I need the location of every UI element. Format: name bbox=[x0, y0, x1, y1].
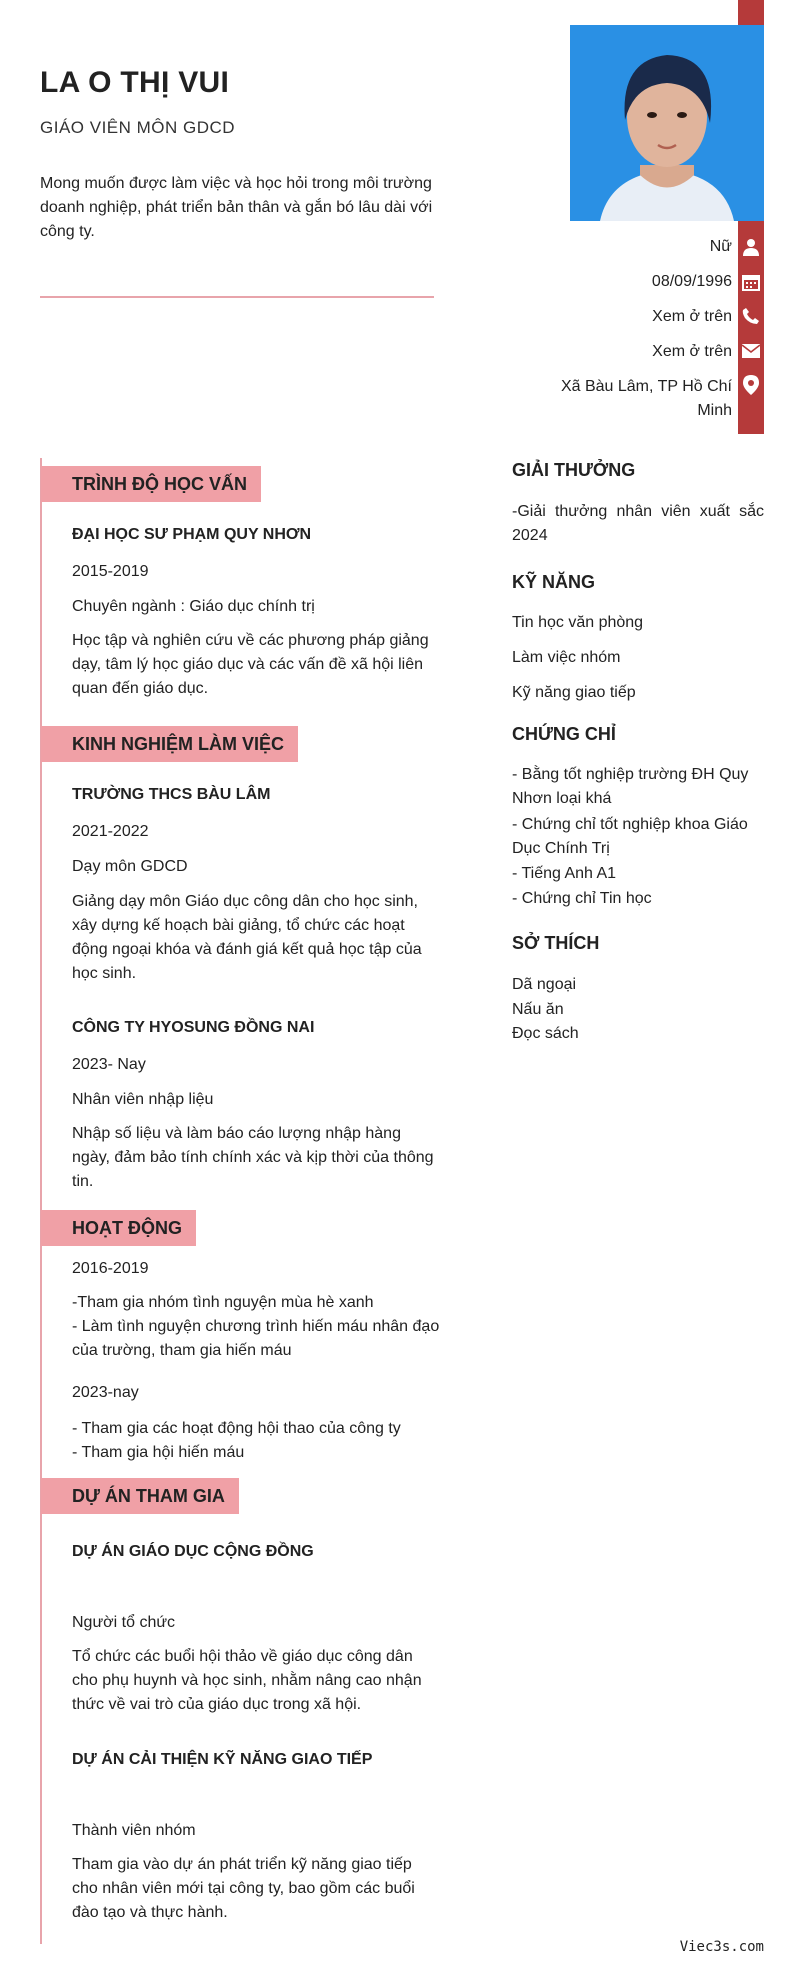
section-experience-heading: KINH NGHIỆM LÀM VIỆC bbox=[41, 726, 298, 762]
contact-phone: Xem ở trên bbox=[652, 308, 732, 325]
experience-period: 2023- Nay bbox=[72, 1056, 146, 1073]
profile-photo bbox=[570, 25, 764, 221]
hobby-item: Dã ngoại bbox=[512, 976, 577, 993]
activity-line: - Làm tình nguyện chương trình hiến máu nhân đạo của trường, tham gia hiến máu bbox=[72, 1318, 440, 1359]
education-description: Học tập và nghiên cứu về các phương pháp giảng dạy, tâm lý học giáo dục và các vấn đề xã hội liên quan đến giáo dục. bbox=[72, 632, 429, 697]
career-objective: Mong muốn được làm việc và học hỏi trong môi trường doanh nghiệp, phát triển bản thân và gắn bó lâu dài với công ty. bbox=[40, 175, 433, 240]
contact-email: Xem ở trên bbox=[652, 343, 732, 360]
candidate-name: LA O THỊ VUI bbox=[40, 66, 230, 99]
header-divider bbox=[40, 296, 434, 298]
hobby-item: Nấu ăn bbox=[512, 1001, 564, 1018]
education-period: 2015-2019 bbox=[72, 563, 149, 580]
project-role: Người tổ chức bbox=[72, 1614, 176, 1631]
education-school: ĐẠI HỌC SƯ PHẠM QUY NHƠN bbox=[72, 526, 312, 543]
timeline-line bbox=[40, 458, 42, 1944]
project-role: Thành viên nhóm bbox=[72, 1822, 196, 1839]
experience-company: CÔNG TY HYOSUNG ĐỒNG NAI bbox=[72, 1019, 315, 1036]
activity-period: 2016-2019 bbox=[72, 1260, 149, 1277]
experience-description: Giảng dạy môn Giáo dục công dân cho học sinh, xây dựng kế hoạch bài giảng, tổ chức các hoạt động ngoại khóa và đánh giá kết quả học tập của học sinh. bbox=[72, 893, 422, 982]
contact-address: Xã Bàu Lâm, TP Hồ Chí Minh bbox=[560, 378, 732, 419]
experience-position: Dạy môn GDCD bbox=[72, 858, 188, 875]
education-major: Chuyên ngành : Giáo dục chính trị bbox=[72, 598, 315, 615]
contact-birthday: 08/09/1996 bbox=[651, 273, 732, 290]
experience-company: TRƯỜNG THCS BÀU LÂM bbox=[72, 786, 271, 803]
activity-line: - Tham gia hội hiến máu bbox=[72, 1444, 245, 1461]
footer-brand: Viec3s.com bbox=[679, 1939, 764, 1955]
section-projects-heading: DỰ ÁN THAM GIA bbox=[41, 1478, 239, 1514]
contact-gender: Nữ bbox=[709, 238, 732, 255]
hobbies-heading: SỞ THÍCH bbox=[512, 933, 600, 953]
certificate-line: - Tiếng Anh A1 bbox=[512, 865, 617, 882]
certificate-line: - Chứng chỉ tốt nghiệp khoa Giáo Dục Chính Trị bbox=[512, 816, 748, 857]
experience-position: Nhân viên nhập liệu bbox=[72, 1091, 214, 1108]
email-icon bbox=[740, 340, 762, 362]
project-name: DỰ ÁN GIÁO DỤC CỘNG ĐỒNG bbox=[72, 1543, 314, 1560]
skill-item: Làm việc nhóm bbox=[512, 649, 621, 666]
project-description: Tham gia vào dự án phát triển kỹ năng giao tiếp cho nhân viên mới tại công ty, bao gồm các buổi đào tạo và thực hành. bbox=[72, 1856, 415, 1921]
skills-heading: KỸ NĂNG bbox=[512, 572, 596, 592]
user-icon bbox=[740, 236, 762, 258]
activity-line: -Tham gia nhóm tình nguyện mùa hè xanh bbox=[72, 1294, 374, 1311]
location-icon bbox=[740, 374, 762, 396]
awards-heading: GIẢI THƯỞNG bbox=[512, 460, 636, 480]
section-education-heading: TRÌNH ĐỘ HỌC VẤN bbox=[41, 466, 261, 502]
project-description: Tổ chức các buổi hội thảo về giáo dục công dân cho phụ huynh và học sinh, nhằm nâng cao nhận thức về vai trò của giáo dục trong xã hội. bbox=[72, 1648, 422, 1713]
certificate-line: - Chứng chỉ Tin học bbox=[512, 890, 652, 907]
experience-period: 2021-2022 bbox=[72, 823, 149, 840]
certificate-line: - Bằng tốt nghiệp trường ĐH Quy Nhơn loại khá bbox=[512, 766, 749, 807]
hobby-item: Đọc sách bbox=[512, 1025, 579, 1042]
skill-item: Tin học văn phòng bbox=[512, 614, 644, 631]
project-name: DỰ ÁN CẢI THIỆN KỸ NĂNG GIAO TIẾP bbox=[72, 1751, 373, 1768]
calendar-icon bbox=[740, 271, 762, 293]
experience-description: Nhập số liệu và làm báo cáo lượng nhập hàng ngày, đảm bảo tính chính xác và kịp thời của thông tin. bbox=[72, 1125, 434, 1190]
skill-item: Kỹ năng giao tiếp bbox=[512, 684, 636, 701]
job-title: GIÁO VIÊN MÔN GDCD bbox=[40, 118, 236, 137]
phone-icon bbox=[740, 305, 762, 327]
certificates-heading: CHỨNG CHỈ bbox=[512, 724, 616, 744]
section-activities-heading: HOẠT ĐỘNG bbox=[41, 1210, 196, 1246]
activity-period: 2023-nay bbox=[72, 1384, 139, 1401]
awards-text: -Giải thưởng nhân viên xuất sắc 2024 bbox=[512, 503, 764, 544]
activity-line: - Tham gia các hoạt động hội thao của công ty bbox=[72, 1420, 401, 1437]
